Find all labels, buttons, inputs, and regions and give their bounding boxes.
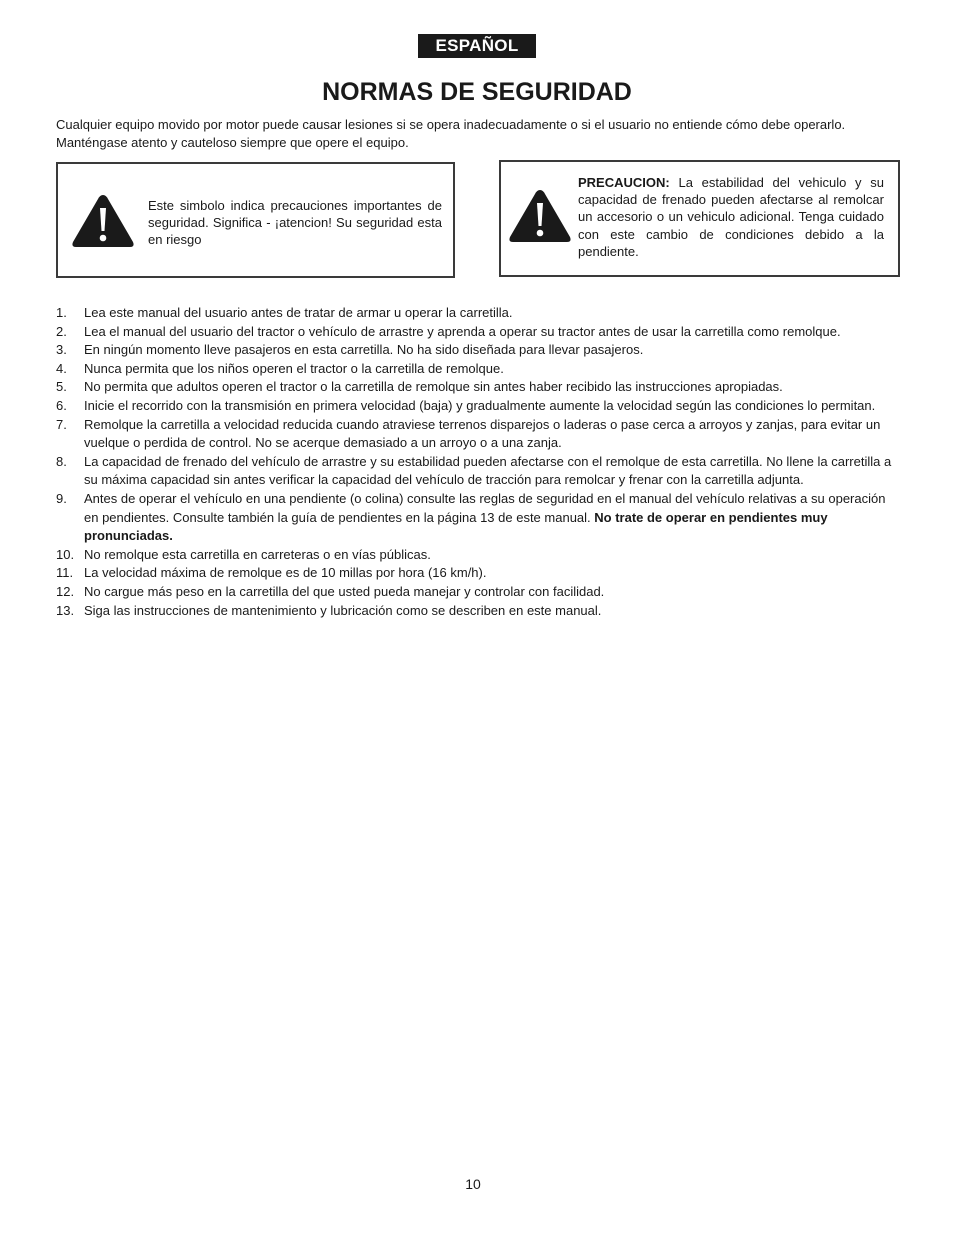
item-number: 5. — [56, 379, 67, 395]
list-item — [56, 341, 896, 360]
caution-text — [578, 174, 884, 260]
item-number: 11. — [56, 565, 74, 581]
list-item — [56, 397, 896, 416]
language-tag: ESPAÑOL — [418, 34, 536, 58]
item-text: No permita que adultos operen el tractor o la carretilla de remolque sin antes haber recibido las instrucciones apropiadas. — [84, 379, 783, 395]
page-number: 10 — [465, 1176, 481, 1192]
list-item — [56, 323, 896, 342]
item-text: No cargue más peso en la carretilla del que usted pueda manejar y controlar con facilidad. — [84, 583, 605, 599]
page-title: NORMAS DE SEGURIDAD — [322, 78, 632, 106]
item-number: 2. — [56, 323, 67, 339]
item-number: 8. — [56, 453, 67, 469]
item-number: 1. — [56, 305, 67, 320]
item-text: En ningún momento lleve pasajeros en esta carretilla. No ha sido diseñada para llevar pasajeros. — [84, 342, 644, 358]
item-text: Remolque la carretilla a velocidad reducida cuando atraviese terrenos disparejos o laderas o pase cerca a arroyos y zanjas, para evitar un vuelque o perdida de control. No se acerque demasiado a un arroyo o a una zanja. — [84, 416, 881, 451]
item-number: 6. — [56, 397, 67, 413]
caution-label: PRECAUCION: — [578, 175, 670, 190]
safety-symbol-box — [56, 162, 455, 278]
warning-triangle-icon — [70, 192, 136, 250]
list-item — [56, 490, 896, 546]
list-item — [56, 416, 896, 453]
item-text: Siga las instrucciones de mantenimiento y lubricación como se describen en este manual. — [84, 602, 602, 618]
list-item — [56, 360, 896, 379]
item-number: 4. — [56, 360, 67, 376]
item-text: Inicie el recorrido con la transmisión en primera velocidad (baja) y gradualmente aumente la velocidad según las condiciones lo permitan. — [84, 397, 876, 413]
item-number: 13. — [56, 602, 75, 618]
item-number: 9. — [56, 490, 67, 506]
warning-triangle-icon — [507, 187, 573, 245]
item-text: Lea el manual del usuario del tractor o vehículo de arrastre y aprenda a operar su tractor antes de usar la carretilla como remolque. — [84, 323, 841, 339]
safety-rules-list — [56, 304, 896, 620]
list-item — [56, 546, 896, 565]
item-number: 7. — [56, 416, 67, 432]
list-item — [56, 583, 896, 602]
list-item — [56, 602, 896, 621]
safety-symbol-text: Este simbolo indica precauciones importantes de seguridad. Significa - ¡atencion! Su seguridad esta en riesgo — [148, 198, 442, 248]
caution-body: La estabilidad del vehiculo y su capacidad de frenado pueden afectarse al remolcar un accesorio o un vehiculo adicional. Tenga cuidado con este cambio de condiciones debido a la pendiente. — [578, 175, 884, 259]
item-text: Antes de operar el vehículo en una pendiente (o colina) consulte las reglas de seguridad en el manual del vehículo relativas a su operación en pendientes. Consulte también la guía de pendientes en la página 13 de este manual. — [84, 490, 886, 525]
item-text: La velocidad máxima de remolque es de 10 millas por hora (16 km/h). — [84, 565, 487, 581]
intro-paragraph: Cualquier equipo movido por motor puede causar lesiones si se opera inadecuadamente o si el usuario no entiende cómo debe operarlo. Manténgase atento y cauteloso siempre que opere el equipo. — [56, 117, 846, 150]
item-text: La capacidad de frenado del vehículo de arrastre y su estabilidad pueden afectarse con el remolque de esta carretilla. No llene la carretilla a su máxima capacidad sin antes verificar la capacidad del vehículo de tracción para remolcar y frenar con la carretilla adjunta. — [84, 453, 892, 488]
item-number: 10. — [56, 546, 75, 562]
caution-box — [499, 160, 900, 277]
item-text: Nunca permita que los niños operen el tractor o la carretilla de remolque. — [84, 360, 504, 376]
item-number: 3. — [56, 342, 67, 358]
list-item — [56, 564, 896, 583]
list-item — [56, 304, 896, 323]
list-item — [56, 453, 896, 490]
item-number: 12. — [56, 583, 75, 599]
item-text: No remolque esta carretilla en carreteras o en vías públicas. — [84, 546, 431, 562]
item-text: Lea este manual del usuario antes de tratar de armar u operar la carretilla. — [84, 305, 513, 320]
list-item — [56, 378, 896, 397]
item-bold-text: No trate de operar en pendientes muy pronunciadas. — [84, 509, 828, 544]
